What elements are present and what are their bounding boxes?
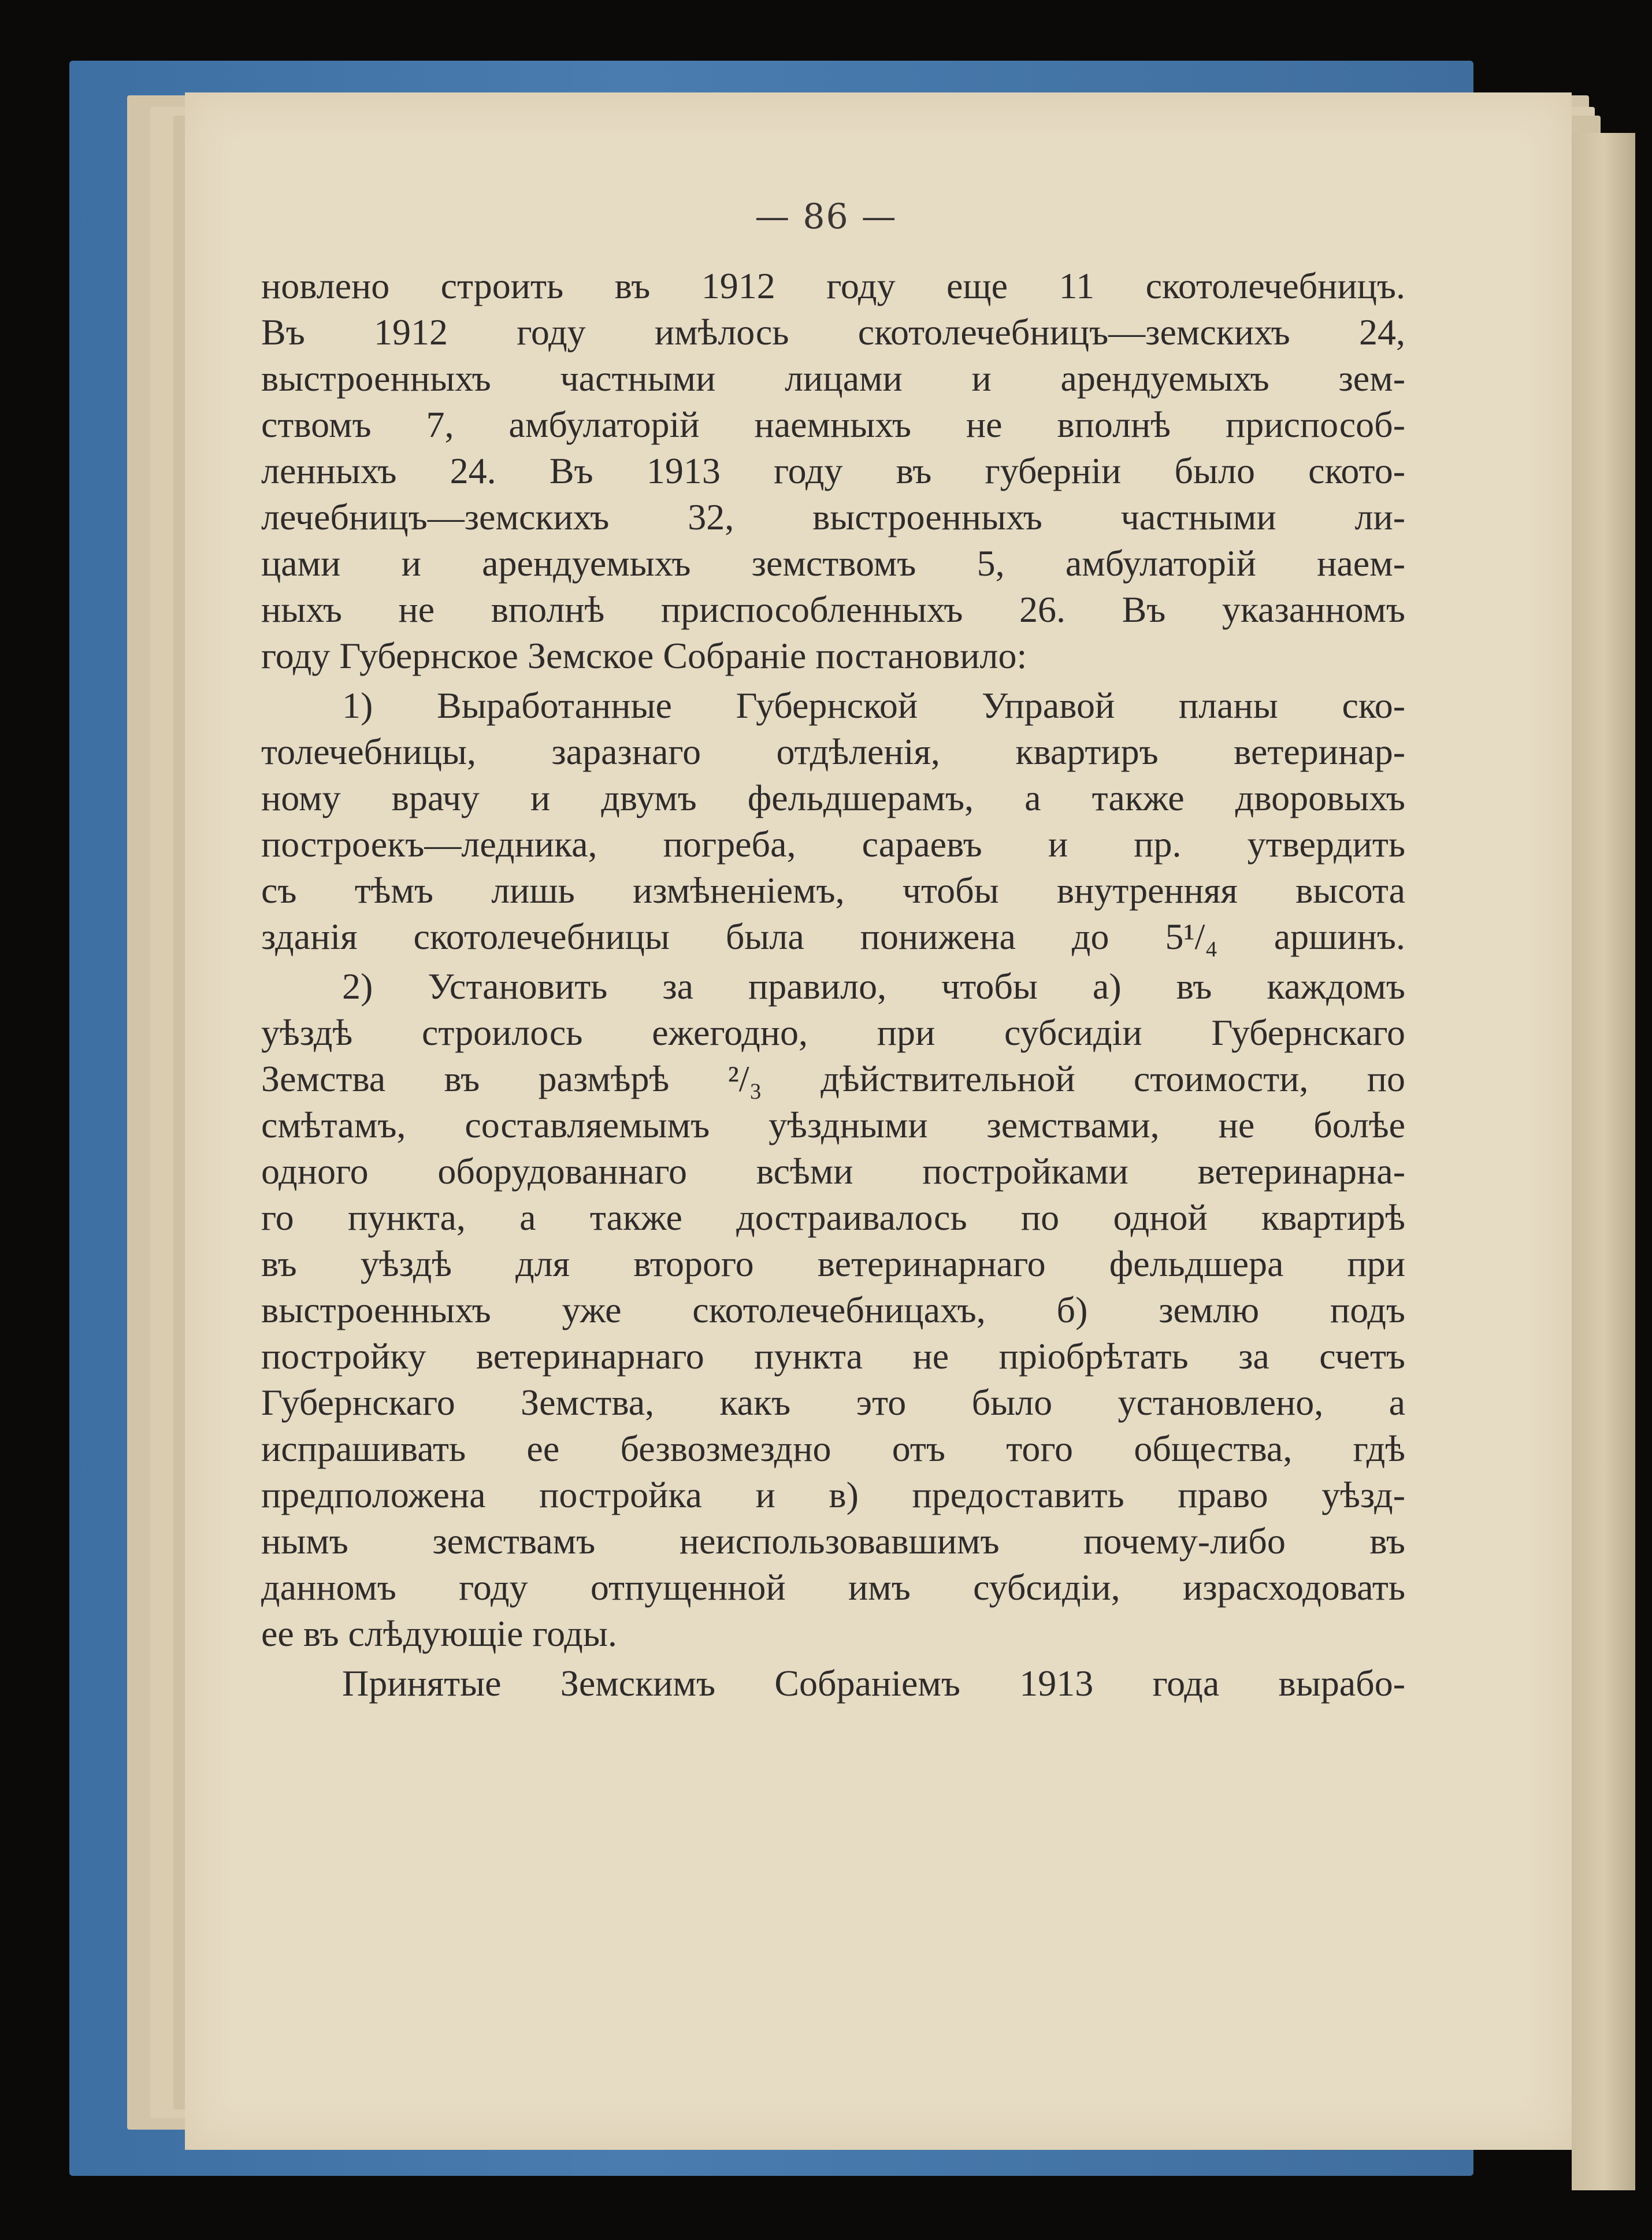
text-line: данномъ году отпущенной имъ субсидіи, израсходовать bbox=[261, 1567, 1405, 1608]
text-line: испрашивать ее безвозмездно отъ того общества, гдѣ bbox=[261, 1428, 1405, 1469]
text-line: 1) Выработанные Губернской Управой планы ско- bbox=[342, 685, 1405, 726]
text-line: Въ 1912 году имѣлось скотолечебницъ—земскихъ 24, bbox=[261, 311, 1405, 353]
text-line: уѣздѣ строилось ежегодно, при субсидіи Губернскаго bbox=[261, 1012, 1405, 1053]
text-line: ному врачу и двумъ фельдшерамъ, а также дворовыхъ bbox=[261, 777, 1405, 818]
text-line: построекъ—ледника, погреба, сараевъ и пр. утвердить bbox=[261, 824, 1405, 865]
text-line: смѣтамъ, составляемымъ уѣздными земствами, не болѣе bbox=[261, 1104, 1405, 1145]
text-line: въ уѣздѣ для второго ветеринарнаго фельдшера при bbox=[261, 1243, 1405, 1284]
text-line: Принятые Земскимъ Собраніемъ 1913 года вырабо- bbox=[342, 1663, 1405, 1704]
paragraph bbox=[261, 963, 1405, 1657]
page-number: — 86 — bbox=[755, 196, 897, 237]
text-line: одного оборудованнаго всѣми постройками ветеринарна- bbox=[261, 1151, 1405, 1192]
text-line: толечебницы, заразнаго отдѣленія, квартиръ ветеринар- bbox=[261, 731, 1405, 772]
text-line: ее въ слѣдующіе годы. bbox=[261, 1613, 617, 1654]
paragraph bbox=[261, 263, 1405, 679]
text-line: зданія скотолечебницы была понижена до 5¹/₄ аршинъ. bbox=[261, 916, 1405, 957]
text-line: лечебницъ—земскихъ 32, выстроенныхъ частными ли- bbox=[261, 496, 1405, 537]
right-page-edges bbox=[1572, 133, 1635, 2190]
text-line: ленныхъ 24. Въ 1913 году въ губерніи было ското- bbox=[261, 450, 1405, 491]
text-line: новлено строить въ 1912 году еще 11 скотолечебницъ. bbox=[261, 265, 1405, 306]
paragraph bbox=[261, 683, 1405, 960]
text-line: Земства въ размѣрѣ ²/₃ дѣйствительной стоимости, по bbox=[261, 1058, 1405, 1099]
text-line: году Губернское Земское Собраніе постановило: bbox=[261, 635, 1027, 676]
paragraph bbox=[261, 1660, 1405, 1707]
text-line: Губернскаго Земства, какъ это было установлено, а bbox=[261, 1382, 1405, 1423]
text-line: го пункта, а также достраивалось по одной квартирѣ bbox=[261, 1197, 1405, 1238]
text-line: нымъ земствамъ неиспользовавшимъ почему-либо въ bbox=[261, 1520, 1405, 1562]
text-line: цами и арендуемыхъ земствомъ 5, амбулаторій наем- bbox=[261, 543, 1405, 584]
text-line: ныхъ не вполнѣ приспособленныхъ 26. Въ указанномъ bbox=[261, 589, 1405, 630]
text-line: постройку ветеринарнаго пункта не пріобрѣтать за счетъ bbox=[261, 1336, 1405, 1377]
text-line: ствомъ 7, амбулаторій наемныхъ не вполнѣ приспособ- bbox=[261, 404, 1405, 445]
text-line: выстроенныхъ частными лицами и арендуемыхъ зем- bbox=[261, 358, 1405, 399]
text-line: съ тѣмъ лишь измѣненіемъ, чтобы внутренняя высота bbox=[261, 870, 1405, 911]
page-text bbox=[261, 263, 1405, 1707]
text-line: предположена постройка и в) предоставить право уѣзд- bbox=[261, 1474, 1405, 1515]
text-line: 2) Установить за правило, чтобы а) въ каждомъ bbox=[342, 966, 1405, 1007]
text-line: выстроенныхъ уже скотолечебницахъ, б) землю подъ bbox=[261, 1289, 1405, 1330]
